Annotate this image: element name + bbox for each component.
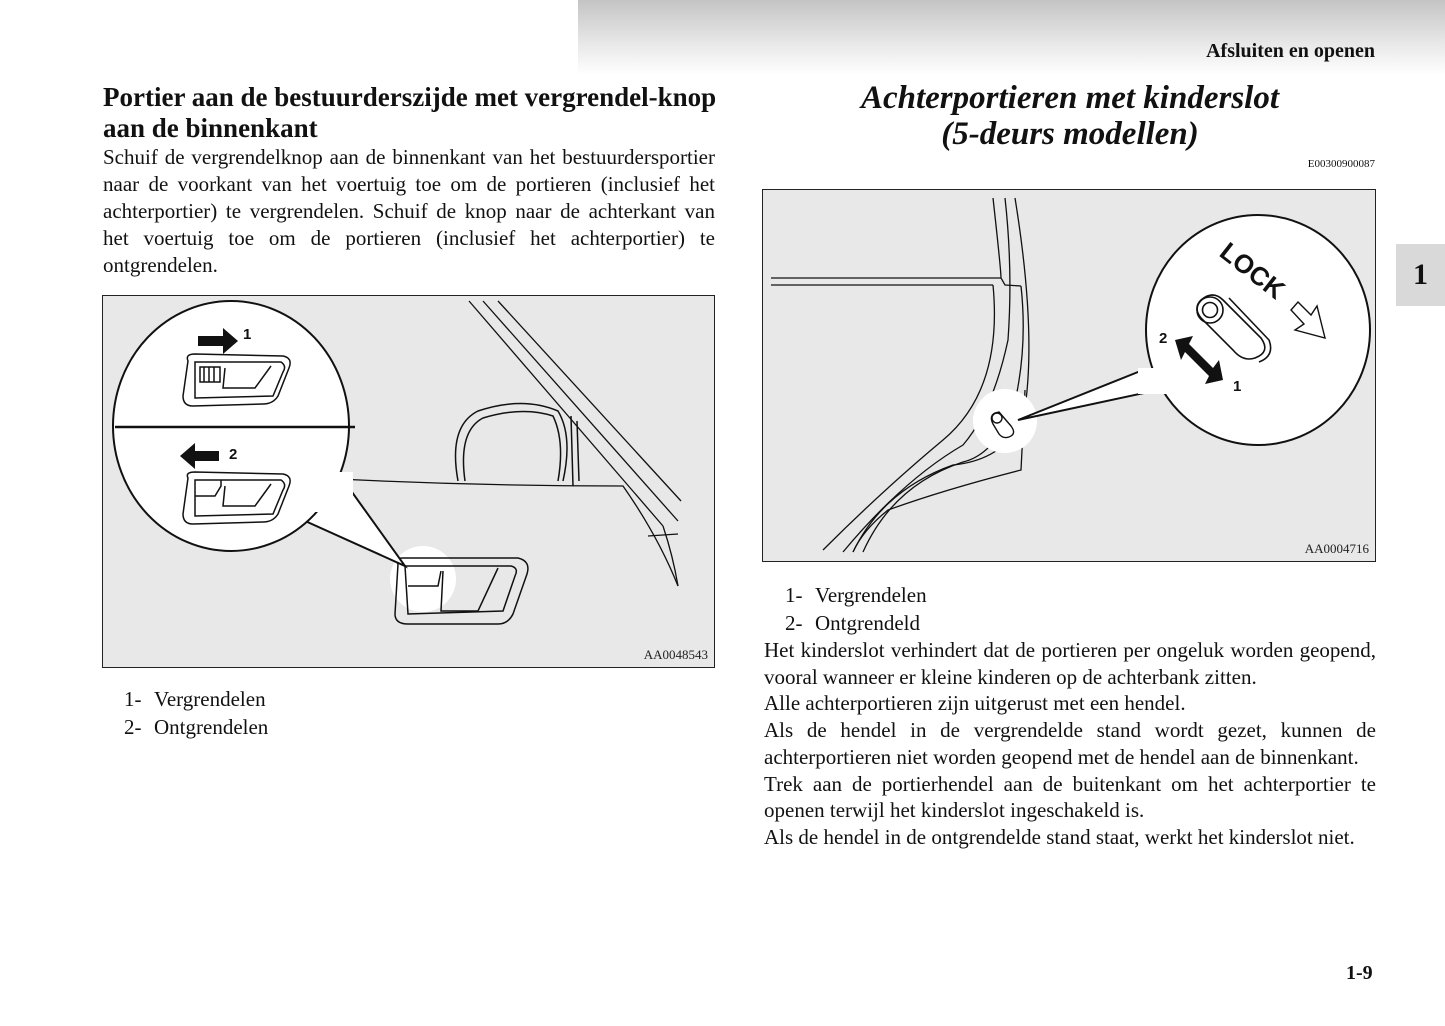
legend-num: 2- — [785, 611, 803, 635]
lever-highlight — [973, 389, 1037, 453]
callout-label-2: 2 — [229, 446, 238, 463]
legend-label: Vergrendelen — [815, 583, 927, 607]
handle-highlight — [390, 546, 456, 612]
left-legend — [124, 685, 268, 741]
figure-driver-door-lock — [102, 295, 715, 668]
side-mirror — [456, 404, 580, 487]
right-heading-line1: Achterportieren met kinderslot — [860, 80, 1279, 116]
paragraph: Trek aan de portierhendel aan de buitenkant om het achterportier te openen terwijl het kinderslot ingeschakeld is. — [764, 771, 1376, 823]
legend-num: 2- — [124, 715, 142, 739]
door-frame-lines — [771, 198, 1029, 552]
left-section-body: Schuif de vergrendelknop aan de binnenkant van het bestuurdersportier naar de voorkant van het voertuig toe om de portieren (inclusief het achterportier) te vergrendelen. Schuif de knop naar de achterkant van het voertuig toe om de portieren (inclusief het achterportier) te ontgrendelen. — [103, 145, 715, 277]
chapter-number: 1 — [1413, 258, 1428, 291]
right-section-body — [764, 637, 1376, 851]
legend-num: 1- — [785, 583, 803, 607]
rear-door-illustration — [763, 190, 1377, 563]
legend-item — [124, 713, 268, 741]
callout-bubble — [113, 301, 405, 566]
figure-child-lock — [762, 189, 1376, 562]
paragraph: Als de hendel in de ontgrendelde stand staat, werkt het kinderslot niet. — [764, 824, 1355, 849]
legend-label: Ontgrendelen — [154, 715, 269, 739]
paragraph: Alle achterportieren zijn uitgerust met een hendel. — [764, 691, 1186, 716]
legend-num: 1- — [124, 687, 142, 711]
legend-item — [785, 609, 927, 637]
right-heading-line2: (5-deurs modellen) — [941, 116, 1199, 152]
figure-code: AA0048543 — [643, 647, 708, 662]
legend-label: Vergrendelen — [154, 687, 266, 711]
paragraph: Als de hendel in de vergrendelde stand wordt gezet, kunnen de achterportieren niet worden geopend met de hendel aan de binnenkant. — [764, 718, 1376, 769]
legend-item — [124, 685, 268, 713]
legend-label: Ontgrendeld — [815, 611, 920, 635]
callout-label-1: 1 — [243, 326, 252, 343]
chapter-tab[interactable] — [1396, 244, 1445, 306]
callout-label-2: 2 — [1159, 330, 1168, 347]
header-band — [578, 0, 1445, 75]
left-section-heading: Portier aan de bestuurderszijde met vergrendel-knop aan de binnenkant — [103, 82, 717, 143]
right-section-heading — [770, 80, 1370, 152]
section-title: Afsluiten en openen — [1206, 40, 1375, 62]
page-number: 1-9 — [1346, 962, 1373, 984]
legend-item — [785, 581, 927, 609]
callout-label-1: 1 — [1233, 378, 1242, 395]
figure-code: AA0004716 — [1304, 541, 1369, 556]
lock-label: LOCK — [1214, 236, 1291, 306]
paragraph: Het kinderslot verhindert dat de portieren per ongeluk worden geopend, vooral wanneer er kleine kinderen op de achterbank zitten. — [764, 638, 1376, 689]
driver-door-illustration — [103, 296, 716, 669]
right-legend — [785, 581, 927, 637]
document-code: E00300900087 — [1307, 158, 1375, 170]
